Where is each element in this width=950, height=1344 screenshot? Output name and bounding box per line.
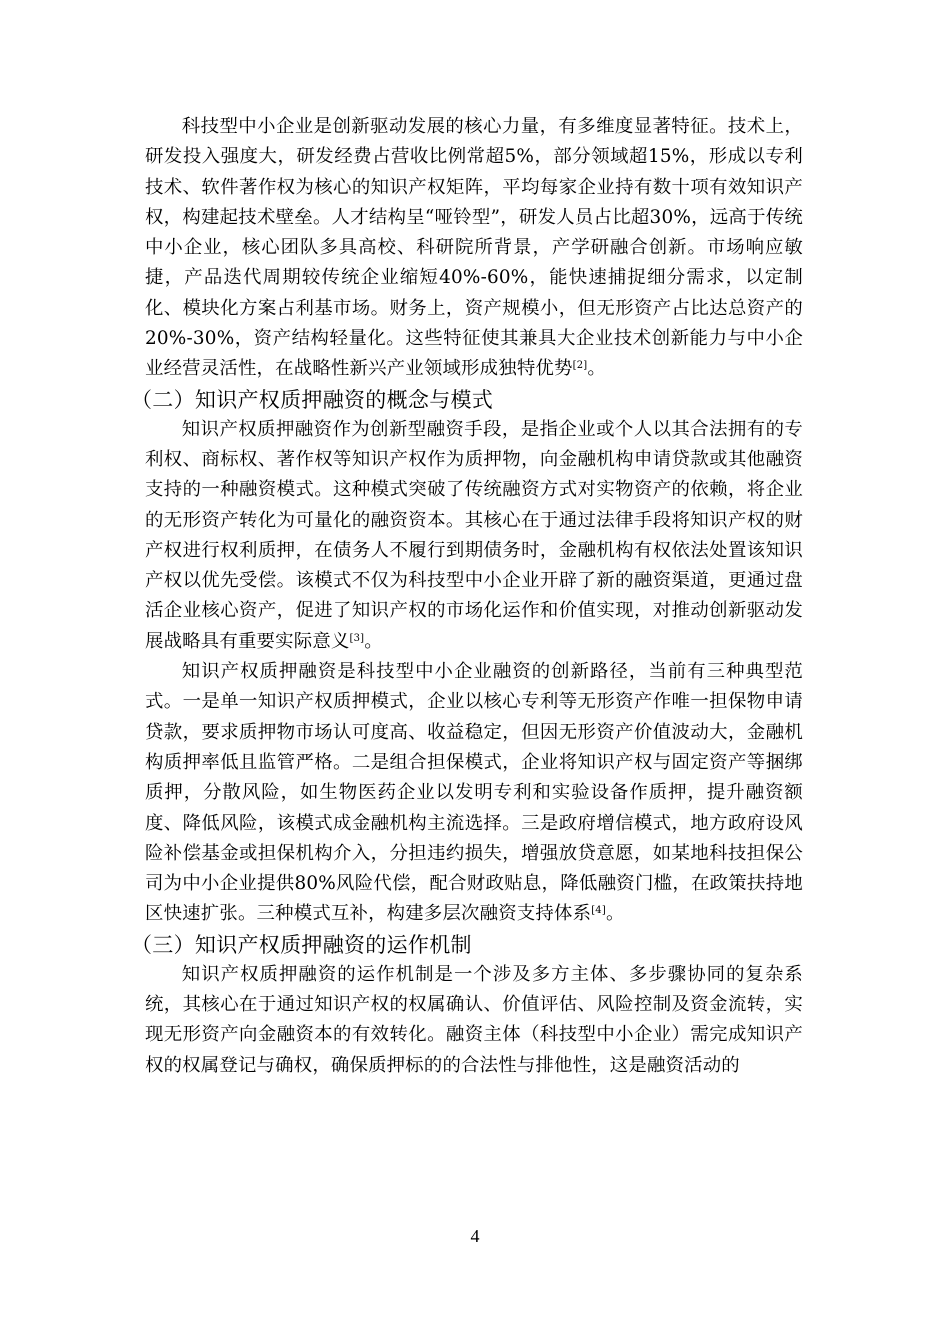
citation-ref: [3] [349, 632, 365, 644]
page-number: 4 [470, 1226, 480, 1246]
paragraph-tech-sme-features [145, 112, 803, 385]
paragraph-text: 知识产权质押融资是科技型中小企业融资的创新路径，当前有三种典型范式。一是单一知识产权质押模式，企业以核心专利等无形资产作唯一担保物申请贷款，要求质押物市场认可度高、收益稳定，但因无形资产价值波动大，金融机构质押率低且监管严格。二是组合担保模式，企业将知识产权与固定资产等捆绑质押，分散风险，如生物医药企业以发明专利和实验设备作质押，提升融资额度、降低风险，该模式成金融机构主流选择。三是政府增信模式，地方政府设风险补偿基金或担保机构介入，分担违约损失，增强放贷意愿，如某地科技担保公司为中小企业提供80%风险代偿，配合财政贴息，降低融资门槛，在政策扶持地区快速扩张。三种模式互补，构建多层次融资支持体系 [145, 661, 803, 925]
paragraph-end: 。 [587, 358, 606, 380]
page-body [131, 112, 803, 1081]
paragraph-end: 。 [605, 903, 625, 925]
section-heading-operating-mechanism: （三）知识产权质押融资的运作机制 [131, 932, 472, 957]
paragraph-operating-mechanism [145, 960, 803, 1081]
paragraph-text: 知识产权质押融资作为创新型融资手段，是指企业或个人以其合法拥有的专利权、商标权、著作权等知识产权作为质押物，向金融机构申请贷款或其他融资支持的一种融资模式。这种模式突破了传统融资方式对实物资产的依赖，将企业的无形资产转化为可量化的融资资本。其核心在于通过法律手段将知识产权的财产权进行权利质押，在债务人不履行到期债务时，金融机构有权依法处置该知识产权以优先受偿。该模式不仅为科技型中小企业开辟了新的融资渠道，更通过盘活企业核心资产，促进了知识产权的市场化运作和价值实现，对推动创新驱动发展战略具有重要实际意义 [145, 418, 803, 652]
citation-ref: [2] [572, 360, 588, 372]
paragraph-three-models [145, 657, 803, 930]
citation-ref: [4] [591, 905, 606, 917]
paragraph-end: 。 [364, 630, 383, 652]
paragraph-text: 知识产权质押融资的运作机制是一个涉及多方主体、多步骤协同的复杂系统，其核心在于通过知识产权的权属确认、价值评估、风险控制及资金流转，实现无形资产向金融资本的有效转化。融资主体（科技型中小企业）需完成知识产权的权属登记与确权，确保质押标的的合法性与排他性，这是融资活动的 [145, 963, 803, 1076]
paragraph-concept [145, 415, 803, 657]
paragraph-text: 科技型中小企业是创新驱动发展的核心力量，有多维度显著特征。技术上，研发投入强度大，研发经费占营收比例常超5%，部分领域超15%，形成以专利技术、软件著作权为核心的知识产权矩阵，平均每家企业持有数十项有效知识产权，构建起技术壁垒。人才结构呈“哑铃型”，研发人员占比超30%，远高于传统中小企业，核心团队多具高校、科研院所背景，产学研融合创新。市场响应敏捷，产品迭代周期较传统企业缩短40%-60%，能快速捕捉细分需求，以定制化、模块化方案占利基市场。财务上，资产规模小，但无形资产占比达总资产的20%-30%，资产结构轻量化。这些特征使其兼具大企业技术创新能力与中小企业经营灵活性，在战略性新兴产业领域形成独特优势 [145, 116, 803, 380]
section-heading-concept-and-models: （二）知识产权质押融资的概念与模式 [131, 387, 494, 412]
